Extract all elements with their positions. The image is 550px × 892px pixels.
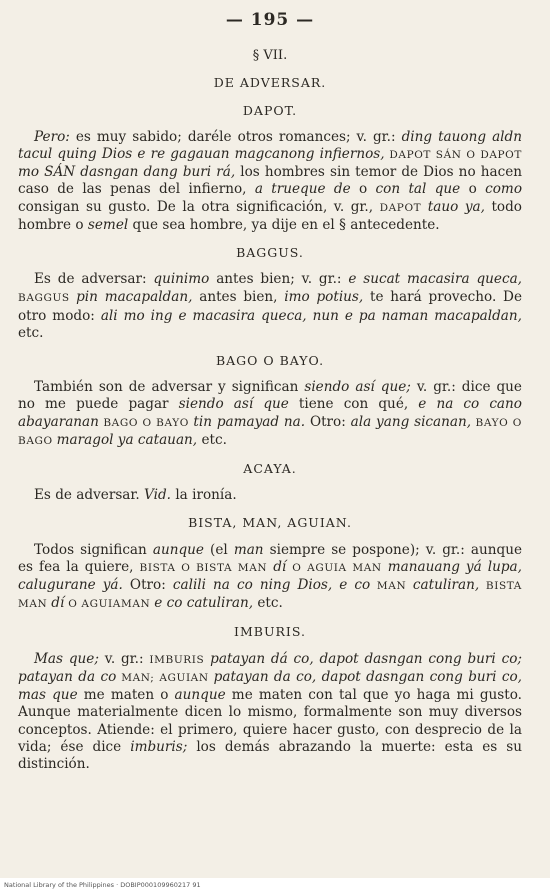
- text-span: MAN: [370, 580, 413, 593]
- text-span: ali mo ing e macasira queca, nun e pa naman macapaldan,: [100, 307, 522, 324]
- text-span: antes bien; v. gr.:: [209, 271, 349, 288]
- text-span: patayan da co, dapot dasngan cong buri co, mas que: [18, 668, 522, 704]
- heading-dapot: DAPOT.: [242, 102, 298, 118]
- text-span: e co catuliran,: [154, 595, 254, 612]
- paragraph-dapot: [18, 129, 522, 234]
- page-number: — 195 —: [225, 10, 315, 30]
- text-span: ding tauong aldn tacul quing Dios e re gagauan magcanong infiernos,: [18, 128, 522, 163]
- text-span: o: [350, 181, 376, 198]
- text-span: calili na co ning Dios, e co: [172, 577, 371, 594]
- text-span: consigan su gusto. De la otra significación, v. gr.,: [18, 198, 380, 215]
- text-span: siempre se pospone); v. gr.: aunque es fea la quiere,: [18, 541, 522, 575]
- text-span: tin pamayad na.: [193, 413, 306, 430]
- text-span: imburis;: [130, 738, 188, 755]
- paragraph-bista: [18, 542, 522, 614]
- text-span: IMBURIS: [149, 653, 205, 666]
- text-span: con tal que: [375, 181, 461, 198]
- text-span: BISTA O BISTA MAN: [139, 561, 268, 574]
- text-span: O AGUIAMAN: [64, 598, 155, 611]
- text-span: a trueque de: [254, 181, 351, 198]
- text-span: O AGUIA MAN: [292, 561, 382, 574]
- text-span: maragol ya catauan,: [56, 431, 198, 448]
- text-span: Mas que;: [34, 650, 99, 667]
- paragraph-imburis: [18, 651, 522, 773]
- section-number: § VII.: [252, 48, 288, 64]
- text-span: Otro:: [305, 413, 351, 430]
- text-span: DAPOT: [379, 201, 422, 214]
- heading-baggus: BAGGUS.: [236, 245, 304, 261]
- text-span: aunque: [152, 541, 204, 558]
- text-span: etc.: [253, 595, 283, 612]
- text-span: quinimo: [153, 271, 210, 288]
- text-span: e na co cano abayaranan: [18, 396, 522, 430]
- text-span: Vid.: [144, 487, 171, 504]
- paragraph-acaya: [18, 487, 522, 504]
- text-span: todo hombre o: [18, 198, 522, 233]
- text-span: e sucat macasira queca,: [348, 271, 523, 288]
- chapter-title: DE ADVERSAR.: [213, 75, 327, 91]
- text-span: patayan dá co, dapot dasngan cong buri co; patayan da co: [18, 650, 522, 685]
- text-span: v. gr.:: [98, 650, 150, 667]
- text-span: BAGO O BAYO: [98, 416, 194, 429]
- heading-imburis: IMBURIS.: [234, 624, 306, 640]
- text-span: Todos significan: [34, 541, 153, 558]
- text-span: ala yang sicanan,: [350, 413, 472, 430]
- text-span: antes bien,: [192, 289, 285, 306]
- paragraph-bago: [18, 379, 522, 450]
- text-span: te hará provecho. De otro modo:: [18, 289, 522, 324]
- text-span: MAN; AGUIAN: [116, 671, 214, 684]
- heading-bago: BAGO O BAYO.: [215, 353, 325, 369]
- text-span: imo potius,: [284, 289, 364, 306]
- text-span: semel: [87, 216, 129, 233]
- text-span: BAGGUS: [18, 292, 77, 305]
- text-span: que sea hombre, ya dije en el § antecedente.: [128, 216, 440, 233]
- text-span: la ironía.: [171, 487, 237, 504]
- text-span: Es de adversar.: [34, 487, 145, 504]
- text-span: DAPOT SÁN O DAPOT: [384, 149, 522, 162]
- text-span: es muy sabido; daréle otros romances; v. gr.:: [69, 128, 402, 145]
- text-span: (el: [203, 541, 234, 558]
- text-span: Otro:: [122, 577, 173, 594]
- text-span: Es de adversar:: [34, 271, 154, 288]
- text-span: Pero:: [34, 128, 70, 145]
- text-span: etc.: [197, 431, 227, 448]
- heading-bista: BISTA, MAN, AGUIAN.: [188, 515, 352, 531]
- text-span: mo SÁN dasngan dang buri rá,: [18, 164, 236, 181]
- text-span: tauo ya,: [421, 198, 485, 215]
- text-span: manauang yá lupa, calugurane yá.: [18, 558, 522, 594]
- text-span: siendo así que: [178, 396, 289, 413]
- text-span: BAYO O BAGO: [18, 416, 523, 447]
- text-span: catuliran,: [412, 577, 480, 594]
- text-span: los demás abrazando la muerte: esta es su distinción.: [18, 738, 522, 772]
- heading-acaya: ACAYA.: [243, 461, 297, 477]
- text-span: etc.: [18, 324, 44, 341]
- text-span: como: [485, 181, 522, 198]
- text-span: o: [460, 181, 486, 198]
- text-span: pin macapaldan,: [76, 289, 193, 306]
- text-span: aunque: [174, 687, 226, 704]
- text-span: dí: [51, 595, 65, 612]
- text-span: me maten con tal que yo haga mi gusto. Aunque materialmente dicen lo mismo, formalmente son muy diversos conceptos. Atiende: el primero, quiere hacer gusto, con desprecio de la vida; ése dice: [18, 687, 522, 755]
- text-span: tiene con qué,: [288, 396, 419, 413]
- paragraph-baggus: [18, 271, 522, 342]
- scan-footer: National Library of the Philippines · DOBIP000109960217 91: [0, 878, 550, 892]
- text-span: v. gr.: dice que no me puede pagar: [18, 379, 522, 413]
- book-page: [18, 8, 522, 783]
- text-span: me maten o: [77, 687, 175, 704]
- text-span: man: [233, 541, 264, 558]
- text-span: dí: [267, 558, 293, 575]
- text-span: siendo así que;: [304, 379, 411, 396]
- text-span: BISTA MAN: [18, 580, 522, 611]
- text-span: los hombres sin temor de Dios no hacen caso de las penas del infierno,: [18, 164, 522, 198]
- text-span: También son de adversar y significan: [34, 379, 305, 396]
